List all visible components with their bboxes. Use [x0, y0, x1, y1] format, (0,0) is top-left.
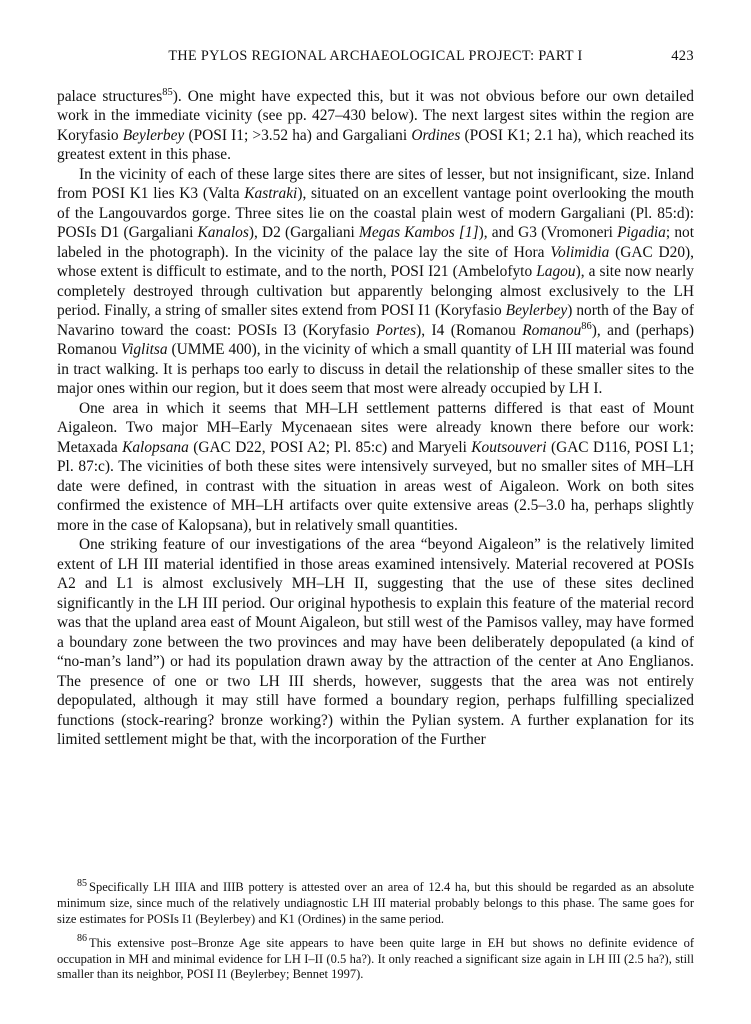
footnote-85	[57, 877, 694, 928]
footnote-86-marker: 86	[77, 933, 87, 945]
footnote-85-marker: 85	[77, 877, 87, 889]
paragraph-1: palace structures$^{85}$). One might have expected this, but it was not obvious before our own detailed work in the immediate vicinity (see pp. 427–430 below). The next largest sites within the region are Koryfasio Beylerbey (POSI I1; >3.52 ha) and Gargaliani Ordines (POSI K1; 2.1 ha), which reached its greatest extent in this phase.	[57, 86, 694, 164]
paragraph-2: In the vicinity of each of these large sites there are sites of lesser, but not insignificant, size. Inland from POSI K1 lies K3 (Valta Kastraki), situated on an excellent vantage point overlooking the mouth of the Langouvardos gorge. Three sites lie on the coastal plain west of modern Gargaliani (Pl. 85:d): POSIs D1 (Gargaliani Kanalos), D2 (Gargaliani Megas Kambos [1]), and G3 (Vromoneri Pigadia; not labeled in the photograph). In the vicinity of the palace lay the site of Hora Volimidia (GAC D20), whose extent is difficult to estimate, and to the north, POSI I21 (Ambelofyto Lagou), a site now nearly completely destroyed through cultivation but apparently belonging almost exclusively to the LH period. Finally, a string of smaller sites extend from POSI I1 (Koryfasio Beylerbey) north of the Bay of Navarino toward the coast: POSIs I3 (Koryfasio Portes), I4 (Romanou Romanou$^{86}$), and (perhaps) Romanou Viglitsa (UMME 400), in the vicinity of which a small quantity of LH III material was found in tract walking. It is perhaps too early to discuss in detail the relationship of these smaller sites to the major ones within our region, but it does seem that most were already occupied by LH I.	[57, 165, 695, 398]
footnotes	[57, 877, 694, 985]
paragraph-4: One striking feature of our investigations of the area “beyond Aigaleon” is the relatively limited extent of LH III material identified in those areas examined intensively. Material recovered at POSIs A2 and L1 is almost exclusively MH–LH II, suggesting that the use of these sites declined significantly in the LH III period. Our original hypothesis to explain this feature of the material record was that the upland area east of Mount Aigaleon, but still west of the Pamisos valley, may have formed a boundary zone between the two provinces and may have been deliberately depopulated (a kind of “no-man’s land”) or had its population drawn away by the attraction of the center at Ano Englianos. The presence of one or two LH III sherds, however, suggests that the area was not entirely depopulated, although it may still have formed a boundary region, perhaps fulfilling specialized functions (stock-rearing? bronze working?) within the Pylian system. A further explanation for its limited settlement might be that, with the incorporation of the Further	[57, 536, 694, 748]
paragraph-3: One area in which it seems that MH–LH settlement patterns differed is that east of Mount Aigaleon. Two major MH–Early Mycenaean sites were already known there before our work: Metaxada Kalopsana (GAC D22, POSI A2; Pl. 85:c) and Maryeli Koutsouveri (GAC D116, POSI L1; Pl. 87:c). The vicinities of both these sites were intensively surveyed, but no smaller sites of MH–LH date were defined, in contrast with the situation in areas west of Aigaleon. Work on both sites confirmed the existence of MH–LH artifacts over quite extensive areas (2.5–3.0 ha, perhaps slightly more in the case of Kalopsana), but in relatively small quantities.	[57, 399, 695, 534]
page-content	[57, 48, 694, 749]
running-head	[57, 48, 694, 65]
footnote-86-text: This extensive post–Bronze Age site appears to have been quite large in EH but shows no definite evidence of occupation in MH and minimal evidence for LH I–II (0.5 ha?). It only reached a significant size again in LH III (2.5 ha?), still smaller than its neighbor, POSI I1 (Beylerbey; Bennet 1997).	[57, 935, 694, 982]
footnote-86	[57, 933, 694, 984]
footnote-85-text: Specifically LH IIIA and IIIB pottery is attested over an area of 12.4 ha, but this should be regarded as an absolute minimum size, since much of the relatively undiagnostic LH III material probably belongs to this phase. The same goes for size estimates for POSIs I1 (Beylerbey) and K1 (Ordines) in the same period.	[57, 880, 694, 926]
running-title: THE PYLOS REGIONAL ARCHAEOLOGICAL PROJECT: PART I	[168, 48, 583, 64]
page-number: 423	[671, 48, 694, 64]
